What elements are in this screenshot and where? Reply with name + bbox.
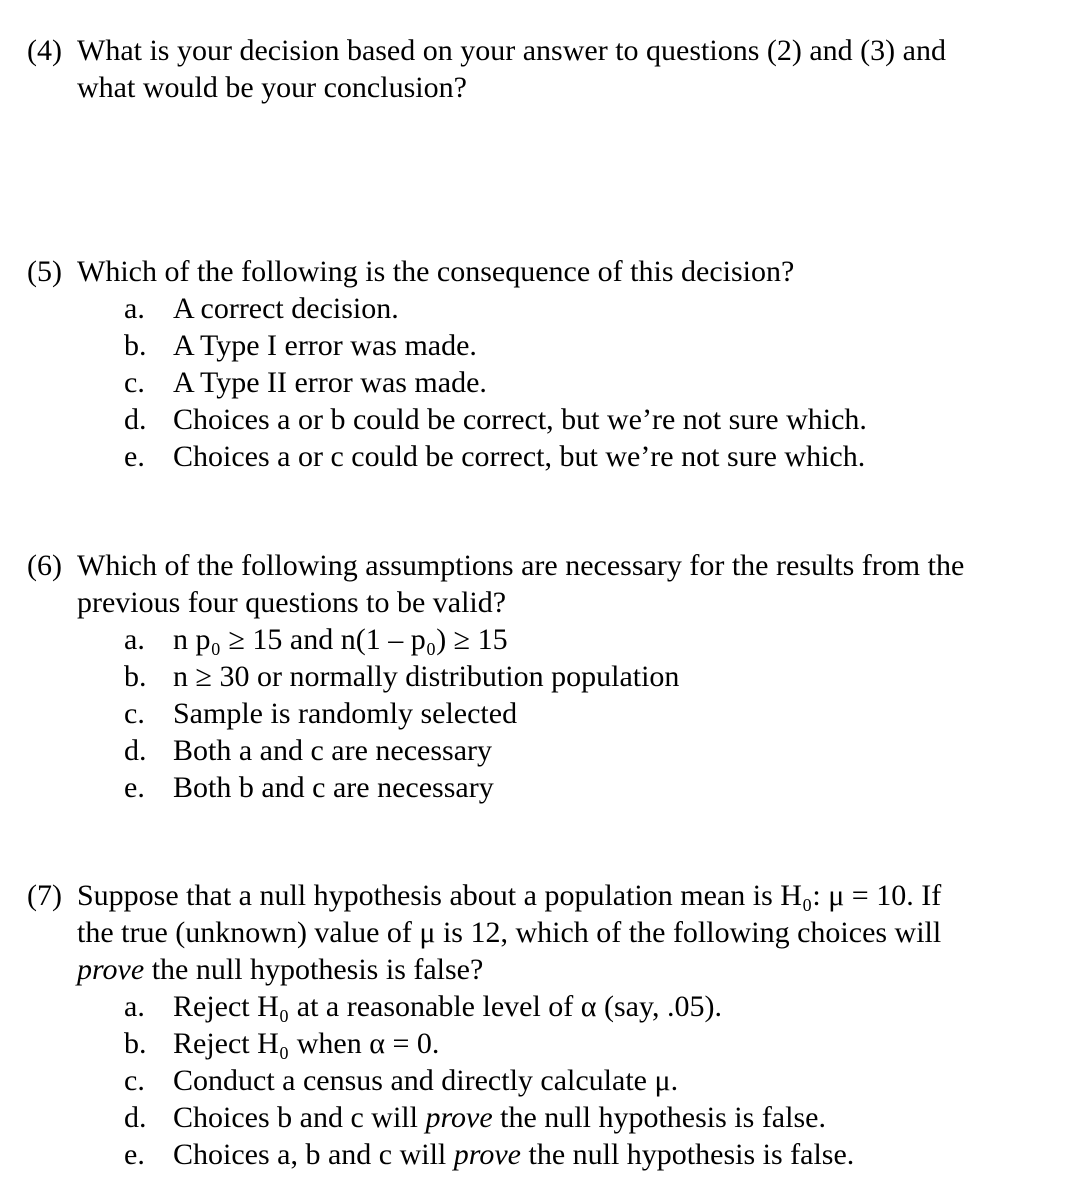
option-letter: b. [124, 660, 147, 693]
option-e [27, 1136, 1057, 1173]
question-text: What is your decision based on your answer to questions (2) and (3) and [77, 34, 946, 67]
option-text: n ≥ 30 or normally distribution population [173, 660, 680, 693]
emphasis-prove: prove [77, 953, 145, 986]
question-number: (5) [27, 255, 62, 288]
option-e [27, 769, 1057, 806]
answer-options [27, 290, 1057, 475]
question-text: Which of the following assumptions are necessary for the results from the [77, 549, 965, 582]
option-text-post: the null hypothesis is false. [492, 1101, 826, 1134]
question-7 [27, 877, 1057, 1173]
question-6-line-1 [27, 547, 1057, 584]
option-letter: d. [124, 403, 147, 436]
option-text: Choices a or b could be correct, but we’re not sure which. [173, 403, 867, 436]
option-text-post: the null hypothesis is false. [520, 1138, 855, 1171]
option-b [27, 1025, 1057, 1062]
question-text [77, 951, 483, 988]
option-text [173, 1136, 854, 1173]
option-letter: b. [124, 329, 147, 362]
option-letter: c. [124, 697, 145, 730]
question-number: (7) [27, 879, 62, 912]
question-6-line-2 [27, 584, 1057, 621]
question-text: previous four questions to be valid? [77, 586, 507, 619]
option-letter: b. [124, 1027, 147, 1060]
option-letter: e. [124, 771, 145, 804]
question-text-rest: the null hypothesis is false? [144, 953, 484, 986]
question-4-line-2 [27, 69, 1057, 106]
option-text: Conduct a census and directly calculate μ. [173, 1064, 679, 1097]
option-a [27, 988, 1057, 1025]
option-a [27, 621, 1057, 658]
question-number: (6) [27, 549, 62, 582]
option-letter: a. [124, 623, 145, 656]
answer-options [27, 988, 1057, 1173]
option-text [173, 1099, 826, 1136]
option-text: Both b and c are necessary [173, 771, 494, 804]
question-text: Suppose that a null hypothesis about a population mean is H₀: μ = 10. If [77, 879, 942, 912]
option-letter: d. [124, 734, 147, 767]
question-5-line-1 [27, 253, 1057, 290]
emphasis-prove: prove [425, 1101, 493, 1134]
question-7-line-2 [27, 914, 1057, 951]
question-text: what would be your conclusion? [77, 71, 467, 104]
option-d [27, 732, 1057, 769]
option-text: Reject H₀ at a reasonable level of α (say, .05). [173, 990, 723, 1023]
option-b [27, 658, 1057, 695]
option-d [27, 1099, 1057, 1136]
option-text: A Type I error was made. [173, 329, 477, 362]
option-text: Choices a or c could be correct, but we’re not sure which. [173, 440, 866, 473]
option-letter: a. [124, 990, 145, 1023]
question-5 [27, 253, 1057, 475]
option-c [27, 1062, 1057, 1099]
option-letter: e. [124, 1138, 145, 1171]
question-4 [27, 32, 1057, 106]
option-text-pre: Choices a, b and c will [173, 1138, 454, 1171]
option-b [27, 327, 1057, 364]
option-text: A correct decision. [173, 292, 399, 325]
option-text-pre: Choices b and c will [173, 1101, 426, 1134]
option-text: Reject H₀ when α = 0. [173, 1027, 440, 1060]
option-text: n p₀ ≥ 15 and n(1 – p₀) ≥ 15 [173, 623, 508, 656]
option-text: Sample is randomly selected [173, 697, 518, 730]
question-4-line-1 [27, 32, 1057, 69]
option-text: Both a and c are necessary [173, 734, 493, 767]
question-text: Which of the following is the consequence of this decision? [77, 255, 795, 288]
emphasis-prove: prove [453, 1138, 521, 1171]
question-number: (4) [27, 34, 62, 67]
option-a [27, 290, 1057, 327]
question-text: the true (unknown) value of μ is 12, which of the following choices will [77, 916, 942, 949]
option-e [27, 438, 1057, 475]
question-7-line-1 [27, 877, 1057, 914]
question-7-line-3 [27, 951, 1057, 988]
option-c [27, 695, 1057, 732]
option-d [27, 401, 1057, 438]
option-letter: c. [124, 1064, 145, 1097]
question-6 [27, 547, 1057, 806]
option-text: A Type II error was made. [173, 366, 487, 399]
option-letter: c. [124, 366, 145, 399]
option-letter: a. [124, 292, 145, 325]
option-letter: e. [124, 440, 145, 473]
option-c [27, 364, 1057, 401]
option-letter: d. [124, 1101, 147, 1134]
answer-options [27, 621, 1057, 806]
